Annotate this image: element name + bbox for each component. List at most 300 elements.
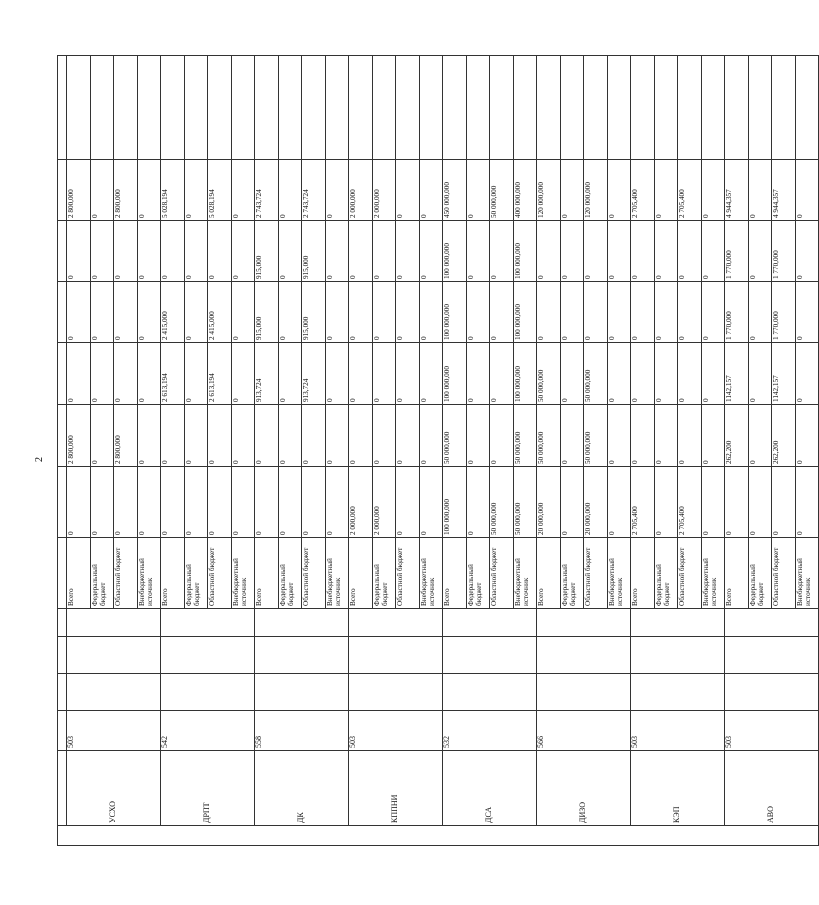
value-cell: 0 — [490, 221, 514, 282]
empty-cell — [161, 56, 185, 160]
table-row — [349, 56, 373, 846]
value-cell: 0 — [631, 282, 655, 343]
empty-cell — [58, 609, 67, 637]
value-cell: 0 — [349, 405, 373, 467]
value-cell: 0 — [278, 405, 302, 467]
value-cell: 0 — [396, 160, 420, 221]
value-cell: 2 415,000 — [208, 282, 232, 343]
value-cell: 0 — [231, 405, 255, 467]
empty-cell — [231, 56, 255, 160]
value-cell: 0 — [396, 221, 420, 282]
empty-cell — [372, 56, 396, 160]
empty-cell — [67, 637, 161, 674]
value-cell: 5 028,194 — [161, 160, 185, 221]
empty-cell — [443, 56, 467, 160]
value-cell: 1 770,000 — [772, 282, 796, 343]
empty-cell — [58, 221, 67, 282]
funding-source-label: Всего — [67, 538, 91, 609]
value-cell: 1142,157 — [772, 343, 796, 405]
value-cell: 400 000,000 — [513, 160, 537, 221]
empty-cell — [537, 674, 631, 711]
value-cell: 2 743,724 — [255, 160, 279, 221]
value-cell: 0 — [701, 467, 725, 538]
value-cell: 100 000,000 — [443, 221, 467, 282]
empty-cell — [58, 467, 67, 538]
empty-cell — [67, 674, 161, 711]
value-cell: 0 — [278, 221, 302, 282]
empty-cell — [255, 609, 349, 637]
value-cell: 915,000 — [255, 221, 279, 282]
value-cell: 0 — [161, 221, 185, 282]
value-cell: 0 — [701, 160, 725, 221]
empty-cell — [58, 343, 67, 405]
value-cell: 0 — [772, 467, 796, 538]
org-name: ДСА — [443, 751, 537, 826]
empty-cell — [302, 56, 326, 160]
value-cell: 0 — [607, 160, 631, 221]
empty-cell — [58, 826, 819, 846]
value-cell: 0 — [654, 343, 678, 405]
value-cell: 0 — [795, 282, 819, 343]
value-cell: 50 000,000 — [584, 343, 608, 405]
value-cell: 100 000,000 — [443, 343, 467, 405]
org-name: КППНИ — [349, 751, 443, 826]
funding-source-label: Всего — [349, 538, 373, 609]
value-cell: 0 — [184, 343, 208, 405]
empty-cell — [443, 637, 537, 674]
value-cell: 0 — [184, 221, 208, 282]
value-cell: 0 — [701, 343, 725, 405]
value-cell: 0 — [208, 405, 232, 467]
value-cell: 50 000,000 — [513, 467, 537, 538]
funding-source-label: Внебюджетный источник — [795, 538, 819, 609]
value-cell: 0 — [419, 221, 443, 282]
value-cell: 0 — [795, 343, 819, 405]
value-cell: 0 — [231, 282, 255, 343]
value-cell: 0 — [396, 343, 420, 405]
funding-source-label: Всего — [255, 538, 279, 609]
funding-source-label: Областной бюджет — [114, 538, 138, 609]
budget-table — [57, 55, 819, 846]
value-cell: 2 800,000 — [67, 160, 91, 221]
empty-cell — [58, 160, 67, 221]
value-cell: 2 800,000 — [114, 405, 138, 467]
value-cell: 0 — [325, 282, 349, 343]
empty-cell — [278, 56, 302, 160]
value-cell: 0 — [607, 221, 631, 282]
funding-source-label: Внебюджетный источник — [137, 538, 161, 609]
value-cell: 0 — [584, 221, 608, 282]
empty-cell — [255, 674, 349, 711]
value-cell: 2 705,400 — [631, 160, 655, 221]
org-code: 503 — [67, 711, 161, 751]
value-cell: 0 — [466, 282, 490, 343]
value-cell: 0 — [748, 221, 772, 282]
value-cell: 0 — [137, 405, 161, 467]
empty-cell — [58, 674, 67, 711]
value-cell: 20 000,000 — [584, 467, 608, 538]
empty-cell — [208, 56, 232, 160]
empty-cell — [255, 637, 349, 674]
value-cell: 913,724 — [302, 343, 326, 405]
continuation-row — [58, 56, 67, 846]
org-name: АВО — [725, 751, 819, 826]
empty-cell — [58, 538, 67, 609]
org-name: КЭП — [631, 751, 725, 826]
value-cell: 0 — [114, 343, 138, 405]
org-code: 503 — [349, 711, 443, 751]
value-cell: 20 000,000 — [537, 467, 561, 538]
value-cell: 0 — [419, 405, 443, 467]
value-cell: 0 — [701, 282, 725, 343]
funding-source-label: Всего — [631, 538, 655, 609]
value-cell: 50 000,000 — [513, 405, 537, 467]
value-cell: 0 — [701, 405, 725, 467]
empty-cell — [466, 56, 490, 160]
empty-cell — [161, 609, 255, 637]
value-cell: 0 — [466, 160, 490, 221]
empty-cell — [725, 56, 749, 160]
funding-source-label: Областной бюджет — [584, 538, 608, 609]
value-cell: 120 000,000 — [584, 160, 608, 221]
empty-cell — [67, 56, 91, 160]
value-cell: 0 — [748, 405, 772, 467]
value-cell: 50 000,000 — [537, 343, 561, 405]
funding-source-label: Внебюджетный источник — [325, 538, 349, 609]
empty-cell — [701, 56, 725, 160]
value-cell: 0 — [654, 221, 678, 282]
funding-source-label: Федеральный бюджет — [748, 538, 772, 609]
value-cell: 1 770,000 — [725, 282, 749, 343]
empty-cell — [795, 56, 819, 160]
value-cell: 0 — [255, 405, 279, 467]
value-cell: 2 000,000 — [349, 467, 373, 538]
value-cell: 0 — [490, 405, 514, 467]
value-cell: 0 — [208, 467, 232, 538]
value-cell: 100 000,000 — [443, 467, 467, 538]
value-cell: 450 000,000 — [443, 160, 467, 221]
value-cell: 2 613,194 — [208, 343, 232, 405]
empty-cell — [161, 637, 255, 674]
empty-cell — [58, 405, 67, 467]
value-cell: 0 — [748, 160, 772, 221]
value-cell: 0 — [795, 160, 819, 221]
value-cell: 0 — [654, 282, 678, 343]
value-cell: 2 000,000 — [349, 160, 373, 221]
empty-cell — [58, 751, 67, 826]
value-cell: 0 — [90, 160, 114, 221]
value-cell: 100 000,000 — [443, 282, 467, 343]
value-cell: 0 — [137, 282, 161, 343]
funding-source-label: Всего — [537, 538, 561, 609]
empty-cell — [325, 56, 349, 160]
funding-source-label: Федеральный бюджет — [372, 538, 396, 609]
value-cell: 0 — [90, 282, 114, 343]
empty-cell — [161, 674, 255, 711]
value-cell: 0 — [349, 221, 373, 282]
value-cell: 0 — [678, 282, 702, 343]
org-code: 503 — [631, 711, 725, 751]
value-cell: 2 415,000 — [161, 282, 185, 343]
empty-cell — [748, 56, 772, 160]
value-cell: 262,200 — [725, 405, 749, 467]
value-cell: 0 — [90, 221, 114, 282]
empty-cell — [349, 609, 443, 637]
value-cell: 0 — [278, 282, 302, 343]
value-cell: 0 — [325, 221, 349, 282]
funding-source-label: Федеральный бюджет — [278, 538, 302, 609]
empty-cell — [607, 56, 631, 160]
value-cell: 913,724 — [255, 343, 279, 405]
funding-source-label: Областной бюджет — [302, 538, 326, 609]
value-cell: 4 944,357 — [772, 160, 796, 221]
value-cell: 2 705,400 — [631, 467, 655, 538]
value-cell: 0 — [631, 405, 655, 467]
value-cell: 0 — [325, 467, 349, 538]
value-cell: 0 — [137, 467, 161, 538]
value-cell: 0 — [466, 221, 490, 282]
value-cell: 2 800,000 — [114, 160, 138, 221]
value-cell: 0 — [396, 282, 420, 343]
value-cell: 2 705,400 — [678, 160, 702, 221]
funding-source-label: Всего — [443, 538, 467, 609]
value-cell: 0 — [161, 467, 185, 538]
value-cell: 0 — [466, 467, 490, 538]
value-cell: 0 — [349, 282, 373, 343]
empty-cell — [772, 56, 796, 160]
value-cell: 0 — [560, 343, 584, 405]
value-cell: 0 — [325, 343, 349, 405]
empty-cell — [58, 637, 67, 674]
value-cell: 0 — [278, 160, 302, 221]
funding-source-label: Внебюджетный источник — [231, 538, 255, 609]
value-cell: 0 — [231, 160, 255, 221]
value-cell: 0 — [466, 405, 490, 467]
funding-source-label: Федеральный бюджет — [184, 538, 208, 609]
value-cell: 0 — [114, 221, 138, 282]
empty-cell — [184, 56, 208, 160]
value-cell: 0 — [795, 221, 819, 282]
empty-cell — [725, 637, 819, 674]
empty-cell — [443, 674, 537, 711]
value-cell: 0 — [67, 282, 91, 343]
value-cell: 0 — [372, 405, 396, 467]
value-cell: 0 — [795, 405, 819, 467]
value-cell: 0 — [678, 405, 702, 467]
funding-source-label: Федеральный бюджет — [90, 538, 114, 609]
table-row — [161, 56, 185, 846]
value-cell: 4 944,357 — [725, 160, 749, 221]
value-cell: 50 000,000 — [537, 405, 561, 467]
funding-source-label: Областной бюджет — [678, 538, 702, 609]
value-cell: 0 — [560, 221, 584, 282]
value-cell: 1 770,000 — [725, 221, 749, 282]
value-cell: 0 — [372, 343, 396, 405]
value-cell: 0 — [490, 282, 514, 343]
funding-source-label: Всего — [725, 538, 749, 609]
empty-cell — [725, 609, 819, 637]
value-cell: 2 613,194 — [161, 343, 185, 405]
value-cell: 2 743,724 — [302, 160, 326, 221]
org-code: 532 — [443, 711, 537, 751]
value-cell: 0 — [184, 467, 208, 538]
funding-source-label: Внебюджетный источник — [513, 538, 537, 609]
value-cell: 0 — [184, 160, 208, 221]
empty-cell — [137, 56, 161, 160]
value-cell: 0 — [584, 282, 608, 343]
value-cell: 0 — [537, 282, 561, 343]
rotated-table-wrapper — [57, 56, 813, 846]
empty-cell — [114, 56, 138, 160]
value-cell: 100 000,000 — [513, 282, 537, 343]
value-cell: 0 — [725, 467, 749, 538]
empty-cell — [631, 637, 725, 674]
funding-source-label: Федеральный бюджет — [466, 538, 490, 609]
empty-cell — [349, 637, 443, 674]
value-cell: 0 — [231, 467, 255, 538]
empty-cell — [90, 56, 114, 160]
org-code: 566 — [537, 711, 631, 751]
value-cell: 0 — [137, 160, 161, 221]
value-cell: 1 770,000 — [772, 221, 796, 282]
value-cell: 0 — [90, 467, 114, 538]
page-number: 2 — [34, 457, 45, 462]
org-name: УСХО — [67, 751, 161, 826]
value-cell: 2 000,000 — [372, 467, 396, 538]
org-name: ДК — [255, 751, 349, 826]
value-cell: 0 — [748, 282, 772, 343]
funding-source-label: Областной бюджет — [490, 538, 514, 609]
empty-cell — [725, 674, 819, 711]
empty-cell — [349, 56, 373, 160]
table-row — [725, 56, 749, 846]
org-code: 542 — [161, 711, 255, 751]
value-cell: 0 — [208, 221, 232, 282]
value-cell: 50 000,000 — [490, 467, 514, 538]
value-cell: 915,000 — [255, 282, 279, 343]
value-cell: 915,000 — [302, 221, 326, 282]
value-cell: 100 000,000 — [513, 221, 537, 282]
value-cell: 0 — [419, 282, 443, 343]
value-cell: 0 — [372, 282, 396, 343]
value-cell: 0 — [701, 221, 725, 282]
value-cell: 0 — [67, 343, 91, 405]
value-cell: 0 — [654, 160, 678, 221]
value-cell: 0 — [278, 467, 302, 538]
empty-cell — [58, 56, 67, 160]
value-cell: 0 — [419, 343, 443, 405]
empty-cell — [631, 56, 655, 160]
table-row — [67, 56, 91, 846]
value-cell: 0 — [678, 343, 702, 405]
value-cell: 0 — [419, 467, 443, 538]
value-cell: 0 — [325, 160, 349, 221]
value-cell: 0 — [607, 343, 631, 405]
empty-cell — [537, 56, 561, 160]
value-cell: 0 — [137, 221, 161, 282]
value-cell: 262,200 — [772, 405, 796, 467]
empty-cell — [584, 56, 608, 160]
empty-cell — [58, 282, 67, 343]
empty-cell — [396, 56, 420, 160]
value-cell: 0 — [466, 343, 490, 405]
funding-source-label: Областной бюджет — [396, 538, 420, 609]
value-cell: 0 — [537, 221, 561, 282]
value-cell: 2 705,400 — [678, 467, 702, 538]
value-cell: 0 — [560, 160, 584, 221]
value-cell: 0 — [607, 467, 631, 538]
value-cell: 0 — [349, 343, 373, 405]
value-cell: 0 — [631, 221, 655, 282]
funding-source-label: Внебюджетный источник — [419, 538, 443, 609]
empty-cell — [67, 609, 161, 637]
value-cell: 0 — [560, 282, 584, 343]
value-cell: 2 800,000 — [67, 405, 91, 467]
value-cell: 0 — [255, 467, 279, 538]
funding-source-label: Областной бюджет — [208, 538, 232, 609]
empty-cell — [537, 609, 631, 637]
empty-cell — [349, 674, 443, 711]
table-row — [443, 56, 467, 846]
empty-cell — [255, 56, 279, 160]
empty-cell — [513, 56, 537, 160]
value-cell: 0 — [161, 405, 185, 467]
empty-cell — [560, 56, 584, 160]
value-cell: 0 — [137, 343, 161, 405]
value-cell: 0 — [419, 160, 443, 221]
value-cell: 0 — [607, 282, 631, 343]
empty-cell — [537, 637, 631, 674]
value-cell: 0 — [678, 221, 702, 282]
empty-cell — [631, 609, 725, 637]
empty-cell — [678, 56, 702, 160]
funding-source-label: Всего — [161, 538, 185, 609]
value-cell: 0 — [90, 343, 114, 405]
value-cell: 50 000,000 — [443, 405, 467, 467]
value-cell: 2 000,000 — [372, 160, 396, 221]
value-cell: 50 000,000 — [584, 405, 608, 467]
value-cell: 0 — [560, 467, 584, 538]
value-cell: 100 000,000 — [513, 343, 537, 405]
org-name: ДРПТ — [161, 751, 255, 826]
funding-source-label: Федеральный бюджет — [654, 538, 678, 609]
value-cell: 0 — [114, 282, 138, 343]
value-cell: 0 — [325, 405, 349, 467]
value-cell: 0 — [90, 405, 114, 467]
value-cell: 0 — [560, 405, 584, 467]
org-code: 558 — [255, 711, 349, 751]
value-cell: 1142,157 — [725, 343, 749, 405]
value-cell: 0 — [231, 221, 255, 282]
value-cell: 0 — [748, 343, 772, 405]
funding-source-label: Внебюджетный источник — [607, 538, 631, 609]
value-cell: 0 — [184, 405, 208, 467]
value-cell: 915,000 — [302, 282, 326, 343]
value-cell: 50 000,000 — [490, 160, 514, 221]
value-cell: 0 — [396, 405, 420, 467]
value-cell: 0 — [302, 405, 326, 467]
value-cell: 0 — [302, 467, 326, 538]
value-cell: 0 — [372, 221, 396, 282]
value-cell: 0 — [184, 282, 208, 343]
value-cell: 0 — [278, 343, 302, 405]
value-cell: 0 — [748, 467, 772, 538]
value-cell: 0 — [67, 221, 91, 282]
value-cell: 0 — [231, 343, 255, 405]
value-cell: 5 028,194 — [208, 160, 232, 221]
org-name: ДИЗО — [537, 751, 631, 826]
empty-cell — [654, 56, 678, 160]
